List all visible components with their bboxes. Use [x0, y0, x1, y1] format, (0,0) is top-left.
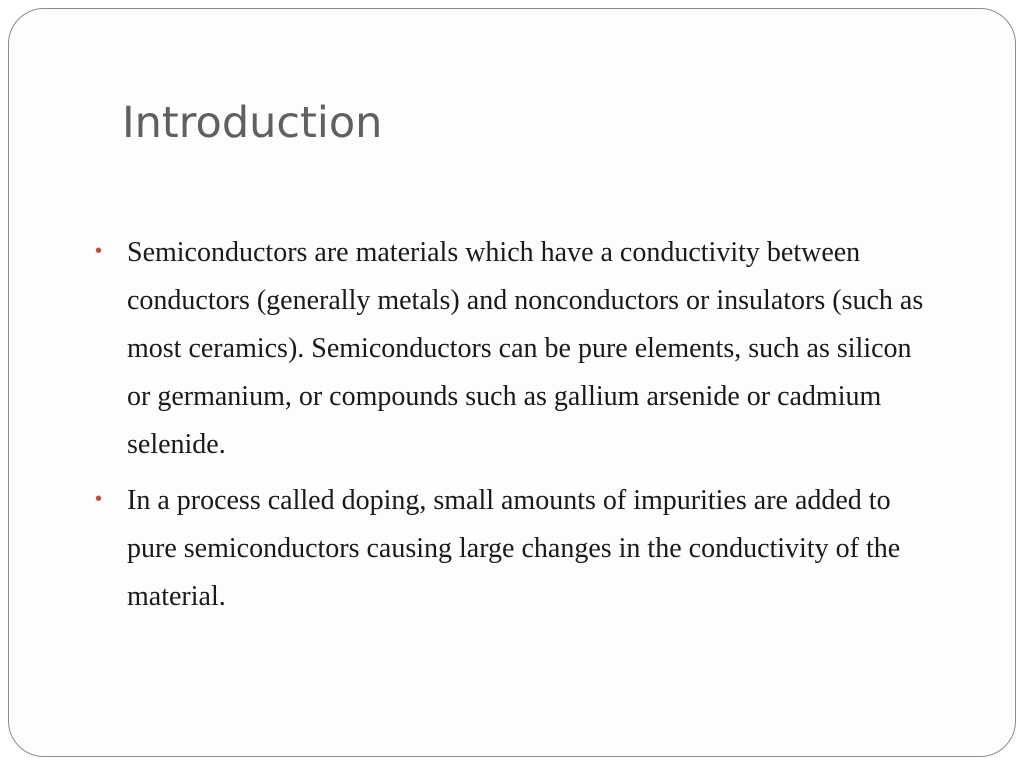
bullet-item: [95, 229, 925, 469]
bullet-list: [95, 229, 925, 629]
bullet-item: [95, 477, 925, 621]
bullet-marker: •: [95, 488, 103, 510]
slide-frame: [8, 8, 1016, 757]
bullet-marker: •: [95, 240, 103, 262]
bullet-text: In a process called doping, small amounts of impurities are added to pure semiconductors causing large changes in the conductivity of the material.: [127, 485, 901, 612]
slide-title: Introduction: [122, 98, 383, 148]
bullet-text: Semiconductors are materials which have a conductivity between conductors (generally metals) and nonconductors or insulators (such as most ceramics). Semiconductors can be pure elements, such as silicon or germanium, or compounds such as gallium arsenide or cadmium selenide.: [127, 237, 924, 460]
